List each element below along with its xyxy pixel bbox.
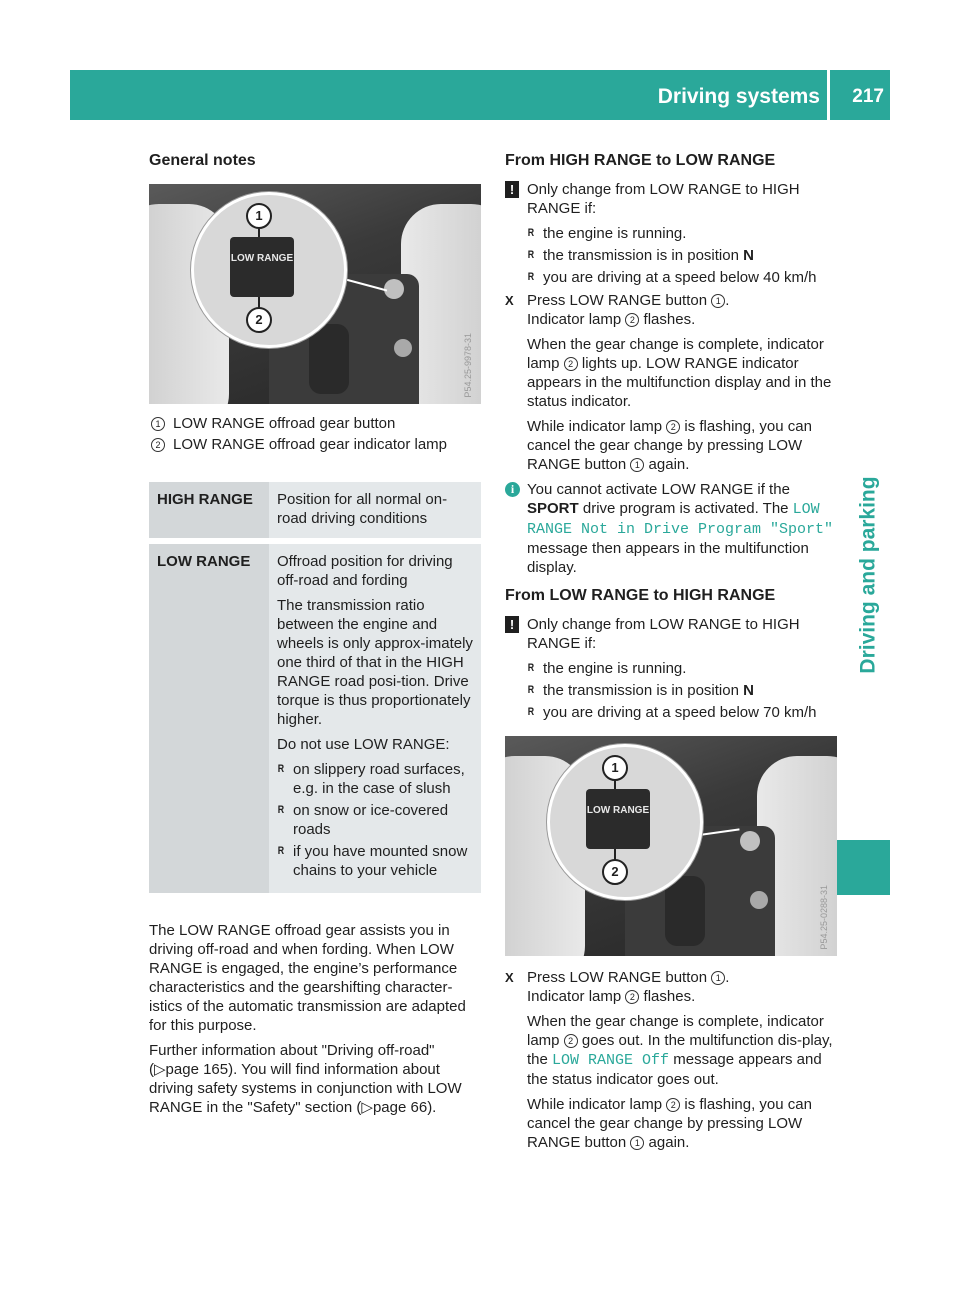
step-paragraph [527,1012,837,1089]
warning-note [505,615,837,722]
step-paragraph [527,1095,837,1152]
text: ). [427,1099,437,1116]
list-item: R if you have mounted snow chains to your vehicle [277,842,475,880]
warning-icon: ! [505,181,519,198]
text: Indicator lamp [527,988,626,1005]
low-range-button-illustration: LOW RANGE [586,789,650,849]
header-divider [827,70,830,120]
console-photo [505,736,837,956]
chapter-marker [835,840,890,895]
condition-list [527,224,837,287]
table-text: Offroad position for driving off-road and fording [277,553,453,589]
callout-1: 1 [602,755,628,781]
callout-number: 2 [564,357,578,371]
text: While indicator lamp [527,418,667,435]
controller-knob-small [750,891,768,909]
page-number: 217 [852,86,884,107]
page-link[interactable]: page 66 [372,1099,428,1116]
text: ). You will find information about driving safety systems in conjunction with LOW RANGE in the "Safety" section ( [149,1061,462,1116]
table-row [149,482,481,541]
gear-position: N [743,682,754,699]
callout-number: 2 [625,313,639,327]
callout-number: 2 [625,990,639,1004]
callout-1: 1 [246,203,272,229]
controller-knob [740,831,760,851]
text: message then appears in the multifunction display. [527,540,809,576]
callout-number: 1 [711,294,725,308]
text: lights up. LOW RANGE indicator appears in the multifunction display and in the status indicator. [527,355,832,410]
condition-list [527,659,837,722]
text: flashes. [639,311,696,328]
text: flashes. [639,988,696,1005]
text: Press LOW RANGE button [527,969,712,986]
list-item [527,246,837,265]
image-code: P54.25-0288-31 [819,885,829,950]
gear-lever [309,324,349,394]
text: You cannot activate LOW RANGE if the [527,481,790,498]
display-message: LOW RANGE Off [552,1052,670,1069]
console-photo [149,184,481,404]
step-paragraph [527,417,837,474]
table-text: The transmission ratio between the engine and wheels is only approx-imately one third of that in the HIGH RANGE road posi-tion. Drive torque is thus proportionately higher. [277,597,473,728]
chapter-tab [838,476,898,674]
text: Further information about "Driving off-road" ( [149,1042,435,1078]
text: While indicator lamp [527,1096,667,1113]
text: drive program is activated. The [578,500,793,517]
display-message: LOW RANGE Not in Drive Program "Sport" [527,501,834,538]
list-item: R the engine is running. [527,659,837,678]
bullet-list [277,760,475,880]
ref-arrow-icon: ▷ [361,1099,373,1116]
callout-2: 2 [602,859,628,885]
legend-text: LOW RANGE offroad gear indicator lamp [173,436,448,453]
table-row [149,541,481,893]
table-key: LOW RANGE [149,541,269,893]
legend-item [149,414,481,433]
list-item: R the engine is running. [527,224,837,243]
callout-number: 1 [630,458,644,472]
table-text: Do not use LOW RANGE: [277,736,450,753]
chapter-label: Driving and parking [856,476,880,674]
callout-2: 2 [246,307,272,333]
callout-number: 2 [564,1034,578,1048]
callout-number: 1 [630,1136,644,1150]
step-line [527,310,837,329]
text: again. [644,1134,690,1151]
info-note [505,480,837,577]
warning-text: Only change from LOW RANGE to HIGH RANGE if: [527,181,800,217]
zoom-lens [191,192,347,348]
step-paragraph [527,335,837,411]
paragraph: The LOW RANGE offroad gear assists you in driving off-road and when fording. When LOW RANGE is engaged, the engine’s performance characteristics and the gearshifting character-istics of the automatic transmission are adapted for this purpose. [149,922,466,1034]
list-item [527,681,837,700]
left-column [149,150,481,1123]
text: . [725,969,730,986]
text: . [725,292,730,309]
ref-arrow-icon: ▷ [154,1061,166,1078]
callout-number: 2 [666,420,680,434]
heading-general-notes: General notes [149,152,256,169]
text: is flashing, you can cancel the gear change by pressing LOW RANGE button [527,418,812,473]
step-line [527,968,837,987]
table-value [269,541,481,893]
info-icon: i [505,482,520,497]
legend-text: LOW RANGE offroad gear button [173,415,396,432]
list-item: R you are driving at a speed below 70 km/h [527,703,837,722]
table-value: Position for all normal on-road driving conditions [269,482,481,541]
step-line [527,291,837,310]
text: message appears and the status indicator goes out. [527,1051,822,1088]
callout-number: 2 [151,438,165,452]
callout-number: 1 [151,417,165,431]
range-table [149,482,481,893]
text: When the gear change is complete, indicator lamp [527,1013,824,1049]
page-link[interactable]: page 165 [165,1061,229,1078]
paragraph-reference [149,1041,481,1117]
text: goes out. In the multifunction dis-play, the [527,1032,833,1068]
text: is flashing, you can cancel the gear change by pressing LOW RANGE button [527,1096,812,1151]
zoom-lens [547,744,703,900]
table-key: HIGH RANGE [149,482,269,541]
text: When the gear change is complete, indicator lamp [527,336,824,372]
step-line [527,987,837,1006]
page-header [70,70,890,120]
list-item: R on slippery road surfaces, e.g. in the case of slush [277,760,475,798]
gear-lever [665,876,705,946]
text: Press LOW RANGE button [527,292,712,309]
warning-text: Only change from LOW RANGE to HIGH RANGE if: [527,616,800,652]
low-range-button-illustration: LOW RANGE [230,237,294,297]
drive-program: SPORT [527,500,579,517]
instruction-step [505,291,837,474]
heading-high-to-low: From HIGH RANGE to LOW RANGE [505,152,776,169]
heading-low-to-high: From LOW RANGE to HIGH RANGE [505,587,776,604]
figure-legend [149,414,481,454]
text: the transmission is in position [543,682,744,699]
callout-number: 1 [711,971,725,985]
callout-number: 2 [666,1098,680,1112]
image-code: P54.25-9978-31 [463,333,473,398]
controller-knob-small [394,339,412,357]
right-column [505,150,837,1158]
section-title: Driving systems [657,85,820,108]
instruction-step [505,968,837,1152]
gear-position: N [743,247,754,264]
list-item: R on snow or ice-covered roads [277,801,475,839]
warning-icon: ! [505,616,519,633]
text: the transmission is in position [543,247,744,264]
warning-note [505,180,837,287]
text: Indicator lamp [527,311,626,328]
list-item: R you are driving at a speed below 40 km/h [527,268,837,287]
legend-item [149,435,481,454]
info-text [527,480,837,577]
text: again. [644,456,690,473]
